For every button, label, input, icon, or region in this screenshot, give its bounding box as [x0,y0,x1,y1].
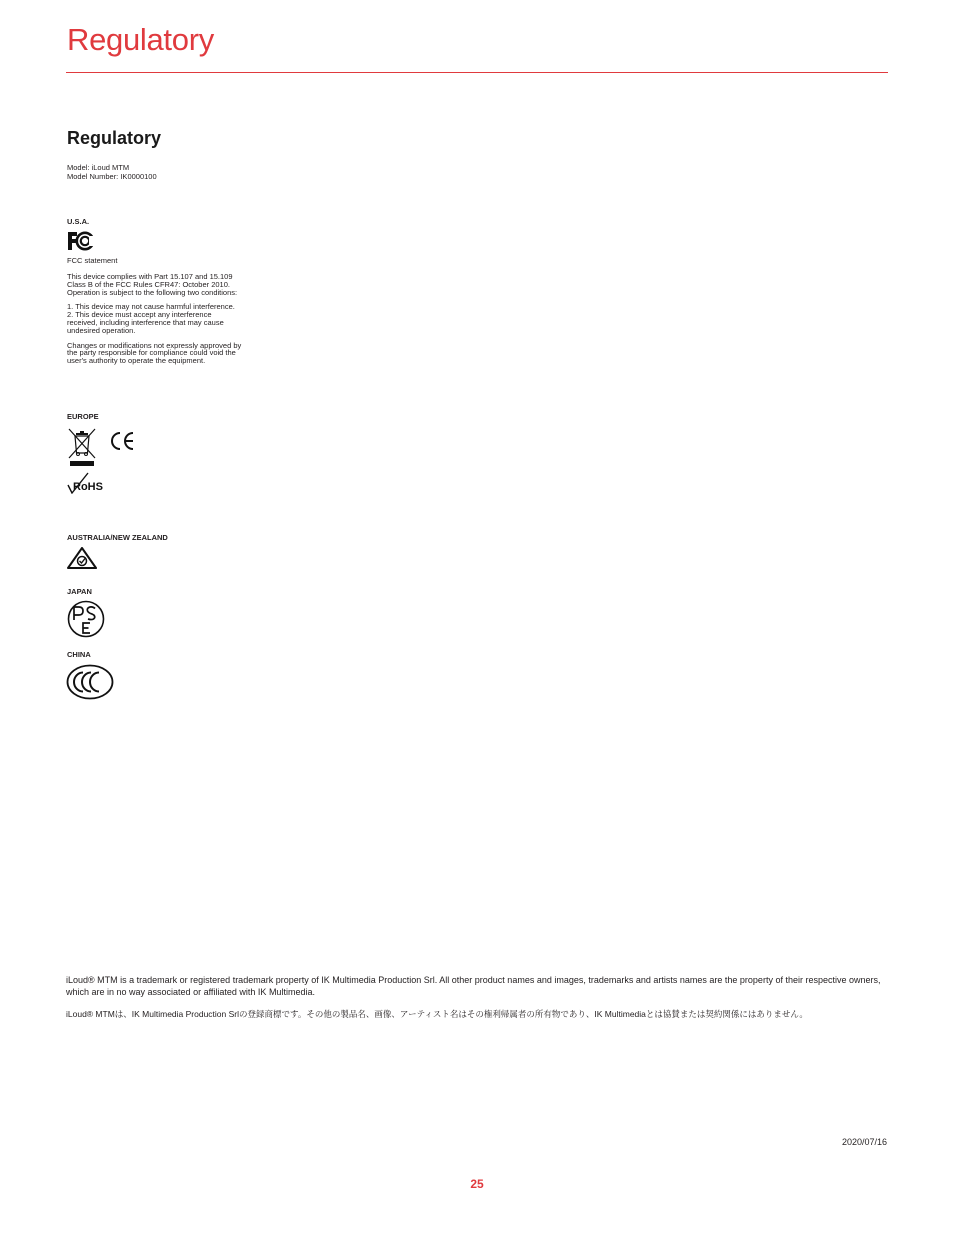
ccc-mark-icon [66,664,114,700]
title-divider [66,72,888,73]
model-info [67,164,157,181]
fcc-paragraph-changes: Changes or modifications not expressly approved by the party responsible for compliance could void the user's authority to operate the equipment. [67,340,242,366]
trademark-notice-english: iLoud® MTM is a trademark or registered trademark property of IK Multimedia Production Srl. All other product names and images, trademarks and artists names are the property of their respective owners, which are in no way associated or affiliated with IK Multimedia. [66,975,881,997]
model-line: Model: iLoud MTM [67,163,130,172]
region-label-japan: JAPAN [67,587,92,596]
fcc-condition-1: 1. This device may not cause harmful interference. [67,302,235,312]
region-label-australia-nz: AUSTRALIA/NEW ZEALAND [67,533,168,542]
region-label-usa: U.S.A. [67,217,90,226]
weee-bin-icon [67,428,97,468]
region-label-europe: EUROPE [67,412,99,421]
fcc-text-block [67,273,242,372]
model-number-line: Model Number: IK0000100 [67,171,157,181]
fcc-paragraph-conditions [67,303,242,334]
pse-mark-icon [66,600,106,638]
ce-mark-icon [108,431,136,451]
rohs-logo [67,472,117,494]
fcc-paragraph-compliance: This device complies with Part 15.107 and 15.109 Class B of the FCC Rules CFR47: October 2010. Operation is subject to the following two conditions: [67,272,238,297]
page-title: Regulatory [67,22,214,57]
section-heading: Regulatory [67,128,162,148]
document-date: 2020/07/16 [841,1137,887,1147]
rcm-mark-icon [67,547,97,569]
region-label-china: CHINA [67,650,91,659]
fcc-statement-title: FCC statement [67,256,118,265]
page-number: 25 [470,1177,484,1191]
fcc-logo-icon [67,231,95,251]
trademark-notice-japanese: iLoud® MTMは、IK Multimedia Production Srlの登録商標です。その他の製品名、画像、アーティスト名はその権利帰属者の所有物であり、IK Multimediaとは協賛または契約関係にはありません。 [66,1009,808,1019]
fcc-condition-2: 2. This device must accept any interference received, including interference that may cause undesired operation. [67,310,224,335]
rohs-label: RoHS [73,481,103,493]
